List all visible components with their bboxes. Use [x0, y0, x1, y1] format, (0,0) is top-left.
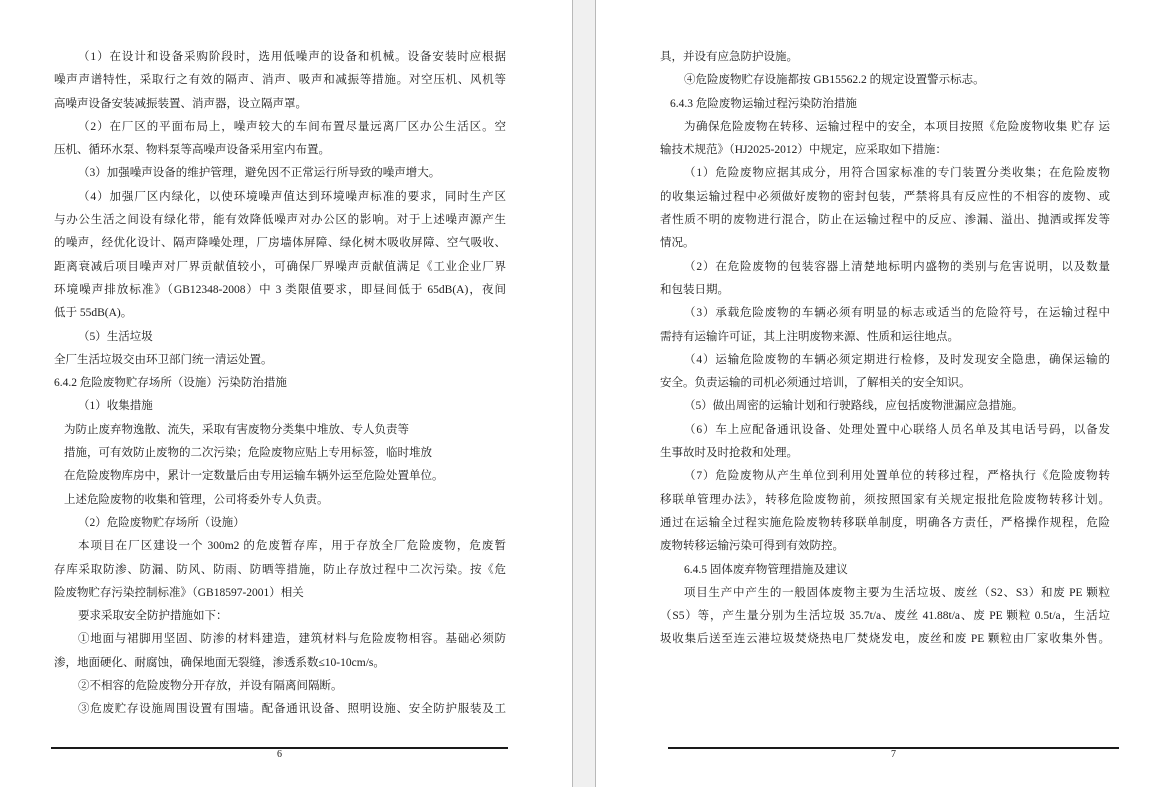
text-line: （6）车上应配备通讯设备、处理处置中心联络人员名单及其电话号码，以备发 — [684, 423, 1110, 436]
text-line: 存库采取防渗、防漏、防风、防雨、防晒等措施，防止存放过程中二次污染。按《危 — [54, 563, 506, 576]
text-line: 环境噪声排放标准》（GB12348-2008）中 3 类限值要求，即昼间低于 65dB(A)，夜间 — [54, 283, 506, 296]
text-line: （3）承载危险废物的车辆必须有明显的标志或适当的危险符号，在运输过程中 — [684, 307, 1110, 320]
text-line: 的噪声，经优化设计、隔声降噪处理，厂房墙体屏障、绿化树木吸收屏障、空气吸收、 — [54, 237, 506, 250]
page-6-text-block — [54, 46, 506, 722]
text-line: （5）生活垃圾 — [78, 330, 153, 343]
text-line: （2）在危险废物的包装容器上清楚地标明内盛物的类别与危害说明，以及数量 — [684, 260, 1110, 273]
text-line: 压机、循环水泵、物料泵等高噪声设备采用室内布置。 — [54, 144, 330, 157]
text-line: （3）加强噪声设备的维护管理，避免因不正常运行所导致的噪声增大。 — [78, 167, 441, 180]
text-line: 和包装日期。 — [660, 283, 729, 296]
page-7-text-block — [660, 46, 1110, 652]
text-line: ③危废贮存设施周围设置有围墙。配备通讯设备、照明设施、安全防护服装及工 — [78, 703, 506, 716]
text-line: （1）危险废物应据其成分，用符合国家标准的专门装置分类收集；在危险废物 — [684, 167, 1110, 180]
text-line: 安全。负责运输的司机必须通过培训，了解相关的安全知识。 — [660, 377, 971, 390]
text-line: 全厂生活垃圾交由环卫部门统一清运处置。 — [54, 353, 273, 366]
text-line: ②不相容的危险废物分开存放，并设有隔离间隔断。 — [78, 680, 343, 693]
text-line: （4）运输危险废物的车辆必须定期进行检修，及时发现安全隐患，确保运输的 — [684, 353, 1110, 366]
text-line: 废物转移运输污染可得到有效防控。 — [660, 540, 844, 553]
text-line: （7）危险废物从产生单位到利用处置单位的转移过程，严格执行《危险废物转 — [684, 470, 1110, 483]
text-line: 高噪声设备安装减振装置、消声器，设立隔声罩。 — [54, 97, 307, 110]
page-7 — [596, 0, 1168, 787]
text-line: 与办公生活之间设有绿化带，能有效降低噪声对办公区的影响。对于上述噪声源产生 — [54, 214, 506, 227]
text-line: 险废物贮存污染控制标准》（GB18597-2001）相关 — [54, 586, 304, 599]
text-line: 在危险废物库房中，累计一定数量后由专用运输车辆外运至危险处置单位。 — [64, 470, 444, 483]
page-7-number: 7 — [891, 749, 896, 760]
text-line: 低于 55dB(A)。 — [54, 307, 133, 320]
text-line: 为防止废弃物逸散、流失，采取有害废物分类集中堆放、专人负责等 — [64, 423, 409, 436]
text-line: （1）收集措施 — [78, 400, 153, 413]
text-line: （4）加强厂区内绿化，以使环境噪声值达到环境噪声标准的要求，同时生产区 — [78, 190, 506, 203]
text-line: 6.4.2 危险废物贮存场所（设施）污染防治措施 — [54, 377, 287, 390]
text-line: 者性质不明的废物进行混合，防止在运输过程中的反应、渗漏、溢出、抛洒或挥发等 — [660, 214, 1110, 227]
text-line: 噪声声谱特性，采取行之有效的隔声、消声、吸声和减振等措施。对空压机、风机等 — [54, 74, 506, 87]
text-line: 6.4.5 固体废弃物管理措施及建议 — [684, 563, 848, 576]
text-line: 具，并设有应急防护设施。 — [660, 51, 798, 63]
text-line: 情况。 — [660, 237, 695, 250]
text-line: 措施，可有效防止废物的二次污染；危险废物应贴上专用标签，临时堆放 — [64, 447, 432, 460]
text-line: （2）在厂区的平面布局上，噪声较大的车间布置尽量远离厂区办公生活区。空 — [78, 120, 506, 133]
text-line: ①地面与裙脚用坚固、防渗的材料建造，建筑材料与危险废物相容。基础必须防 — [78, 633, 506, 646]
text-line: 上述危险废物的收集和管理，公司将委外专人负责。 — [64, 493, 329, 506]
text-line: （2）危险废物贮存场所（设施） — [78, 516, 245, 529]
text-line: （1）在设计和设备采购阶段时，选用低噪声的设备和机械。设备安装时应根据 — [78, 51, 506, 63]
text-line: 为确保危险废物在转移、运输过程中的安全，本项目按照《危险废物收集 贮存 运 — [684, 120, 1110, 133]
page-gutter — [572, 0, 596, 787]
text-line: 项目生产中产生的一般固体废物主要为生活垃圾、废丝（S2、S3）和废 PE 颗粒 — [684, 586, 1110, 599]
text-line: ④危险废物贮存设施都按 GB15562.2 的规定设置警示标志。 — [684, 74, 985, 87]
text-line: 移联单管理办法》，转移危险废物前，须按照国家有关规定报批危险废物转移计划。 — [660, 493, 1110, 506]
text-line: 本项目在厂区建设一个 300m2 的危废暂存库，用于存放全厂危险废物，危废暂 — [78, 540, 506, 553]
text-line: 渗，地面硬化、耐腐蚀，确保地面无裂缝，渗透系数≤10-10cm/s。 — [54, 656, 385, 669]
text-line: 距离衰减后项目噪声对厂界贡献值较小，可确保厂界噪声贡献值满足《工业企业厂界 — [54, 260, 506, 273]
text-line: 需持有运输许可证，其上注明废物来源、性质和运往地点。 — [660, 330, 959, 343]
text-line: 要求采取安全防护措施如下： — [78, 610, 228, 623]
text-line: 生事故时及时抢救和处理。 — [660, 447, 798, 460]
text-line: （S5）等，产生量分别为生活垃圾 35.7t/a、废丝 41.88t/a、废 PE 颗粒 0.5t/a，生活垃 — [660, 610, 1110, 623]
page-6 — [0, 0, 572, 787]
page-6-number: 6 — [277, 749, 282, 760]
text-line: 输技术规范》（HJ2025-2012）中规定，应采取如下措施： — [660, 144, 947, 157]
text-line: （5）做出周密的运输计划和行驶路线，应包括废物泄漏应急措施。 — [684, 400, 1024, 413]
text-line: 6.4.3 危险废物运输过程污染防治措施 — [670, 97, 857, 110]
text-line: 圾收集后送至连云港垃圾焚烧热电厂焚烧发电，废丝和废 PE 颗粒由厂家收集外售。 — [660, 633, 1110, 646]
text-line: 通过在运输全过程实施危险废物转移联单制度，明确各方责任，严格操作规程，危险 — [660, 516, 1110, 529]
text-line: 的收集运输过程中必须做好废物的密封包装，严禁将具有反应性的不相容的废物、或 — [660, 190, 1110, 203]
